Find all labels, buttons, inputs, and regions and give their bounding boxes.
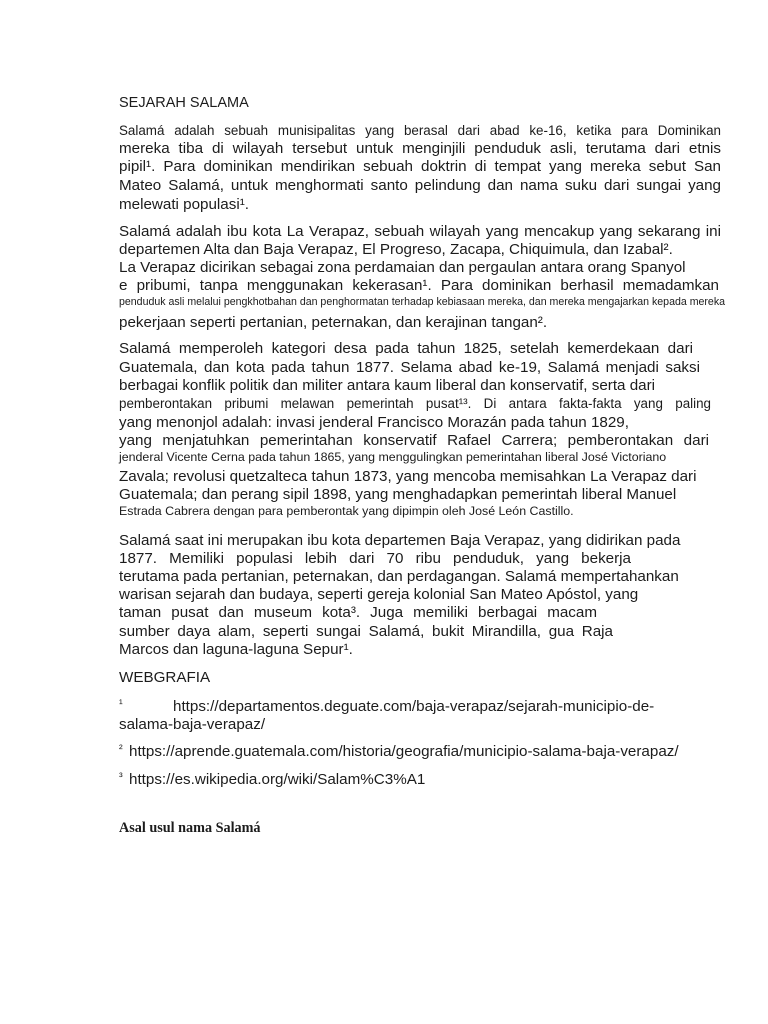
- reference-link[interactable]: https://es.wikipedia.org/wiki/Salam%C3%A1: [129, 771, 426, 788]
- section-subheading: Asal usul nama Salamá: [119, 820, 261, 836]
- reference-item: [0, 770, 768, 790]
- paragraph-line: penduduk asli melalui pengkhotbahan dan penghormatan terhadap kebiasaan mereka, dan mereka mengajarkan kepada mereka: [119, 296, 726, 308]
- paragraph-line: Salamá saat ini merupakan ibu kota departemen Baja Verapaz, yang didirikan pada: [119, 532, 681, 549]
- paragraph-line: Zavala; revolusi quetzalteca tahun 1873, yang mencoba memisahkan La Verapaz dari: [119, 468, 697, 485]
- footnote-marker: ¹: [119, 698, 123, 710]
- footnote-marker: ³: [119, 771, 123, 783]
- page-title: SEJARAH SALAMA: [119, 95, 249, 111]
- paragraph-line: sumber daya alam, seperti sungai Salamá, bukit Mirandilla, gua Raja: [119, 623, 613, 640]
- paragraph-line: taman pusat dan museum kota³. Juga memiliki berbagai macam: [119, 604, 597, 621]
- paragraph-line: Estrada Cabrera dengan para pemberontak yang dipimpin oleh José León Castillo.: [119, 504, 574, 518]
- reference-item: [0, 697, 768, 737]
- paragraph-line: Salamá adalah sebuah munisipalitas yang berasal dari abad ke-16, ketika para Dominikan: [119, 123, 721, 138]
- reference-item: [0, 742, 768, 762]
- paragraph-line: mereka tiba di wilayah tersebut untuk menginjili penduduk asli, terutama dari etnis: [119, 140, 721, 157]
- webgrafia-heading: WEBGRAFIA: [119, 669, 211, 686]
- paragraph-line: Salamá memperoleh kategori desa pada tahun 1825, setelah kemerdekaan dari: [119, 340, 693, 357]
- paragraph-line: Guatemala, dan kota pada tahun 1877. Selama abad ke-19, Salamá menjadi saksi: [119, 359, 700, 376]
- paragraph-line: pemberontakan pribumi melawan pemerintah pusat¹³. Di antara fakta-fakta yang paling: [119, 396, 711, 411]
- paragraph-line: yang menonjol adalah: invasi jenderal Francisco Morazán pada tahun 1829,: [119, 414, 629, 431]
- paragraph-line: e pribumi, tanpa menggunakan kekerasan¹. Para dominikan berhasil memadamkan: [119, 277, 719, 294]
- paragraph-line: jenderal Vicente Cerna pada tahun 1865, yang menggulingkan pemerintahan liberal José Victoriano: [119, 450, 667, 464]
- footnote-marker: ²: [119, 743, 123, 755]
- paragraph-line: Mateo Salamá, untuk menghormati santo pelindung dan nama suku dari sungai yang: [119, 177, 721, 194]
- reference-link[interactable]: https://departamentos.deguate.com/baja-verapaz/sejarah-municipio-de-: [173, 698, 655, 715]
- paragraph-line: pekerjaan seperti pertanian, peternakan, dan kerajinan tangan².: [119, 314, 548, 331]
- paragraph-line: yang menjatuhkan pemerintahan konservatif Rafael Carrera; pemberontakan dari: [119, 432, 709, 449]
- paragraph-line: Salamá adalah ibu kota La Verapaz, sebuah wilayah yang mencakup yang sekarang ini: [119, 223, 721, 240]
- paragraph-line: terutama pada pertanian, peternakan, dan perdagangan. Salamá mempertahankan: [119, 568, 679, 585]
- paragraph-line: melewati populasi¹.: [119, 196, 249, 213]
- paragraph-line: Marcos dan laguna-laguna Sepur¹.: [119, 641, 353, 658]
- reference-link[interactable]: https://aprende.guatemala.com/historia/geografia/municipio-salama-baja-verapaz/: [129, 743, 679, 760]
- paragraph-line: berbagai konflik politik dan militer antara kaum liberal dan konservatif, serta dari: [119, 377, 656, 394]
- reference-link-continued[interactable]: salama-baja-verapaz/: [119, 716, 266, 733]
- paragraph-line: 1877. Memiliki populasi lebih dari 70 ribu penduduk, yang bekerja: [119, 550, 631, 567]
- paragraph-line: departemen Alta dan Baja Verapaz, El Progreso, Zacapa, Chiquimula, dan Izabal².: [119, 241, 673, 258]
- paragraph-line: warisan sejarah dan budaya, seperti gereja kolonial San Mateo Apóstol, yang: [119, 586, 639, 603]
- paragraph-line: pipil¹. Para dominikan mendirikan sebuah doktrin di tempat yang mereka sebut San: [119, 158, 721, 175]
- paragraph-line: La Verapaz dicirikan sebagai zona perdamaian dan pergaulan antara orang Spanyol: [119, 259, 686, 276]
- paragraph-line: Guatemala; dan perang sipil 1898, yang menghadapkan pemerintah liberal Manuel: [119, 486, 677, 503]
